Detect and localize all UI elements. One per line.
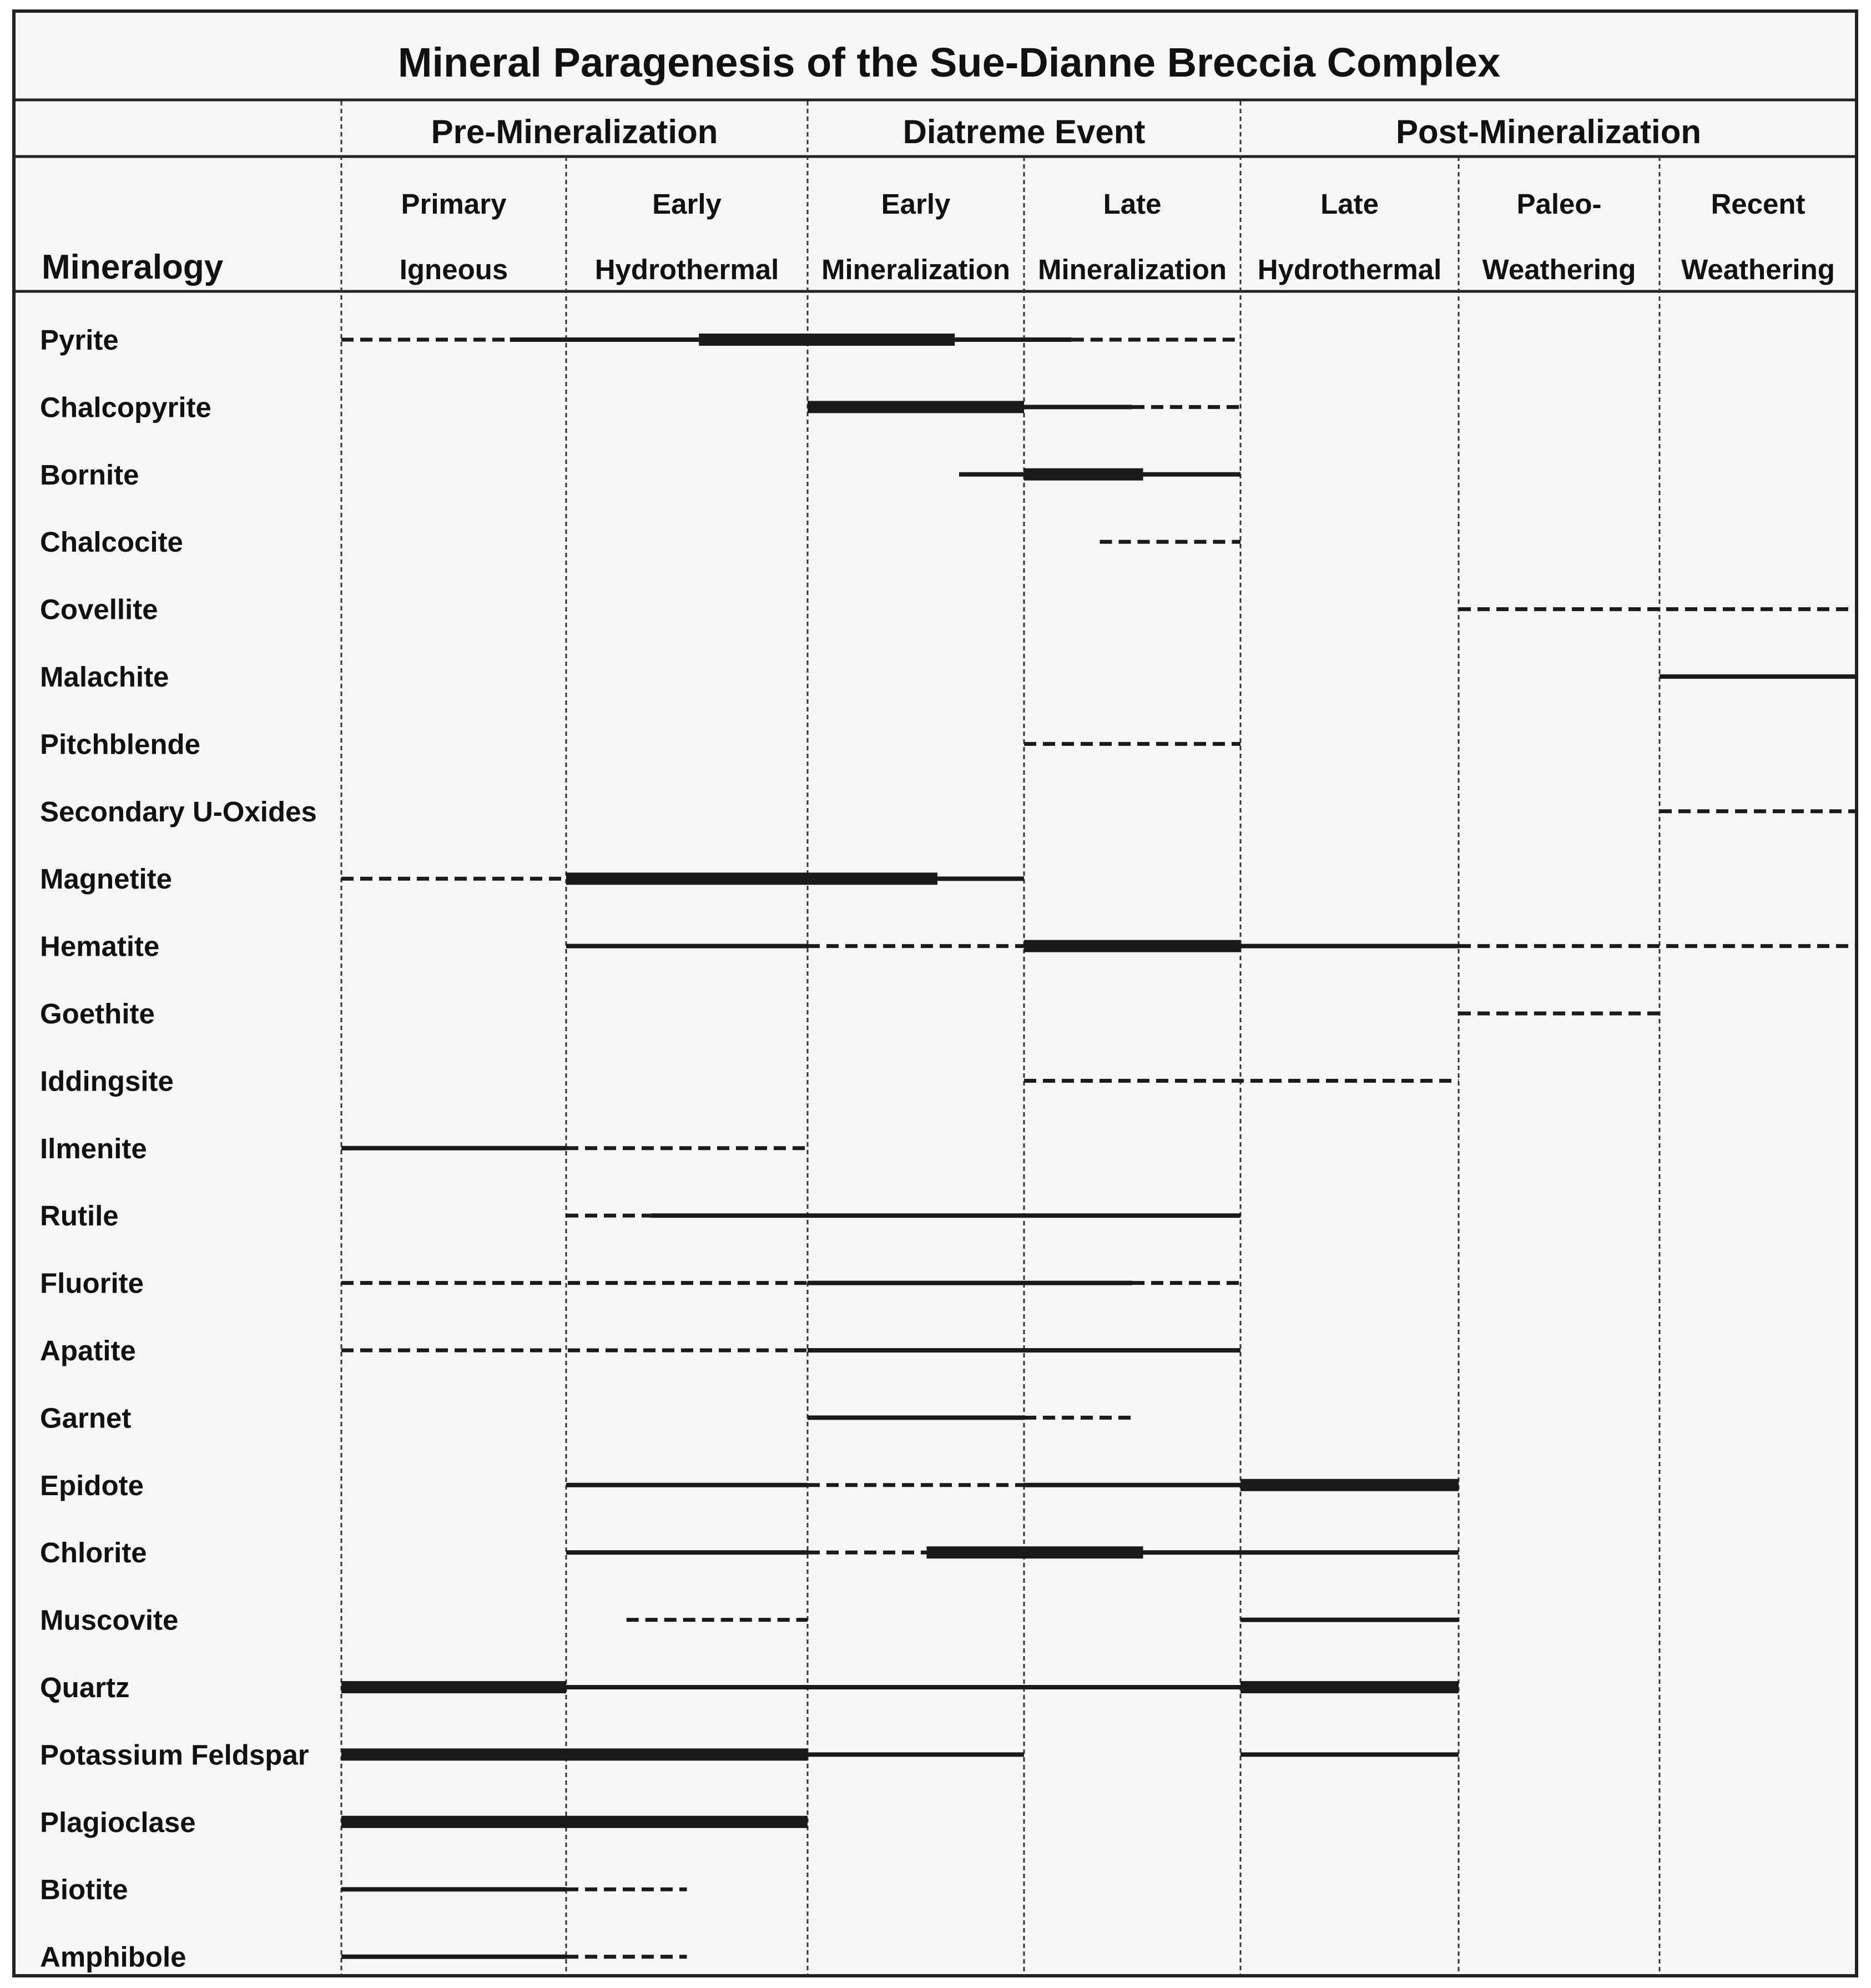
diagram-frame: [14, 11, 1857, 1976]
mineral-label: Epidote: [40, 1469, 144, 1501]
stage-label-line2: Weathering: [1482, 254, 1636, 285]
stage-label-line2: Weathering: [1681, 254, 1835, 285]
mineral-label: Hematite: [40, 930, 160, 962]
stage-label-line1: Late: [1103, 188, 1162, 220]
mineral-label: Chalcopyrite: [40, 391, 211, 423]
stage-label-line2: Mineralization: [821, 254, 1011, 285]
stage-label-line1: Early: [881, 188, 951, 220]
diagram-title: Mineral Paragenesis of the Sue-Dianne Breccia Complex: [397, 39, 1501, 85]
mineral-label: Chalcocite: [40, 526, 183, 558]
event-group-headers: [431, 113, 1701, 150]
mineral-label: Apatite: [40, 1335, 136, 1366]
mineral-label: Chlorite: [40, 1537, 147, 1569]
stage-label-line1: Recent: [1711, 188, 1806, 220]
event-group-label: Diatreme Event: [902, 113, 1146, 150]
mineral-label: Muscovite: [40, 1604, 179, 1636]
mineral-label: Quartz: [40, 1672, 130, 1703]
mineral-label: Potassium Feldspar: [40, 1739, 309, 1771]
stage-label-line2: Hydrothermal: [1257, 254, 1442, 285]
event-group-label: Pre-Mineralization: [431, 113, 718, 150]
mineral-label: Fluorite: [40, 1267, 144, 1299]
mineral-label: Secondary U-Oxides: [40, 795, 317, 828]
event-group-label: Post-Mineralization: [1395, 113, 1702, 150]
mineral-label: Magnetite: [40, 863, 173, 895]
stage-label-line1: Paleo-: [1516, 188, 1602, 220]
mineral-label: Rutile: [40, 1200, 119, 1232]
mineral-label: Ilmenite: [40, 1132, 147, 1164]
mineral-label: Pitchblende: [40, 728, 201, 760]
stage-label-line1: Primary: [401, 188, 507, 220]
mineral-label: Garnet: [40, 1402, 132, 1434]
stage-label-line1: Early: [652, 188, 722, 220]
mineral-label: Plagioclase: [40, 1806, 196, 1838]
mineral-label: Covellite: [40, 593, 158, 625]
mineral-label: Iddingsite: [40, 1065, 174, 1097]
stage-label-line2: Igneous: [399, 254, 508, 285]
mineral-label: Amphibole: [40, 1941, 186, 1973]
mineral-label: Biotite: [40, 1874, 128, 1906]
mineral-label: Pyrite: [40, 324, 119, 356]
stage-label-line2: Mineralization: [1037, 254, 1227, 285]
mineral-label: Goethite: [40, 998, 155, 1030]
mineralogy-header: Mineralogy: [42, 248, 224, 286]
stage-label-line2: Hydrothermal: [594, 254, 779, 285]
mineral-label: Bornite: [40, 458, 139, 491]
stage-label-line1: Late: [1320, 188, 1379, 220]
mineral-label: Malachite: [40, 661, 169, 693]
